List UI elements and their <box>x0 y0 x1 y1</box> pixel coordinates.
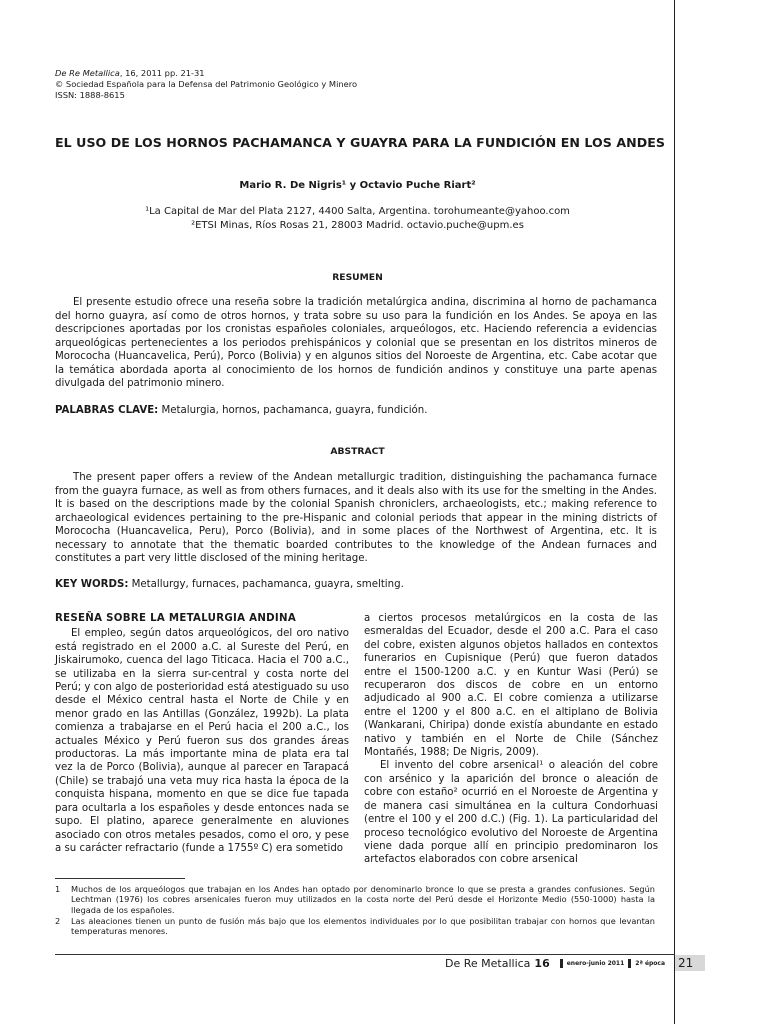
palabras-clave <box>55 405 660 416</box>
authors: Mario R. De Nigris¹ y Octavio Puche Riart² <box>239 180 476 191</box>
footnote-1 <box>55 884 655 915</box>
issn-line: ISSN: 1888-8615 <box>55 90 125 100</box>
key-words-label: KEY WORDS: <box>55 579 129 590</box>
affiliation-1: ¹La Capital de Mar del Plata 2127, 4400 Salta, Argentina. torohumeante@yahoo.com <box>145 206 570 217</box>
footer-journal: De Re Metallica <box>445 956 531 970</box>
left-column <box>55 612 349 855</box>
key-words <box>55 579 660 590</box>
section-heading: RESEÑA SOBRE LA METALURGIA ANDINA <box>55 613 297 624</box>
footnote-text: Las aleaciones tienen un punto de fusión más bajo que los elementos individuales por lo que posibilitan trabajar con hornos que levantan temperaturas menores. <box>71 915 655 937</box>
society-line: © Sociedad Española para la Defensa del Patrimonio Geológico y Minero <box>55 79 358 89</box>
journal-header <box>55 68 357 101</box>
footnote-number: 1 <box>55 884 61 894</box>
footnote-2 <box>55 916 655 937</box>
citation-details: , 16, 2011 pp. 21-31 <box>119 68 205 78</box>
abstract-heading: ABSTRACT <box>330 446 385 457</box>
footer-date: enero-junio 2011 <box>566 959 625 967</box>
right-paragraph-1: a ciertos procesos metalúrgicos en la costa de las esmeraldas del Ecuador, desde el 200 a.C. Para el caso del cobre, existen algunos objetos hallados en contextos funerarios en Cupisnique (Perú) que fueron datados entre el 1500-1200 a.C. y en Kuntur Wasi (Perú) se recuperaron dos discos de cobre en un entorno adjudicado al 900 a.C. El cobre comienza a utilizarse entre el 1200 y el 800 a.C. en el altiplano de Bolivia (Wankarani, Chiripa) donde existía abundante en estado nativo y también en el Norte de Chile (Sánchez Montañés, 1988; De Nigris, 2009). <box>364 613 658 759</box>
abstract-text: The present paper offers a review of the Andean metallurgic tradition, distinguishing the pachamanca furnace from the guayra furnace, as well as from others furnaces, and it deals also with its use for the smelting in the Andes. It is based on the descriptions made by the colonial Spanish chroniclers, archaeologists, etc.; making reference to archaeological evidences pertaining to the pre-Hispanic and colonial periods that appear in the mining districts of Morococha (Huancavelica, Peru), Porco (Bolivia), and in some places of the Northwest of Argentina, etc. It is necessary to annotate that the thematic boarded contributes to the knowledge of the Andean furnaces and constitutes a part very little disclosed of the mining heritage. <box>55 472 657 564</box>
separator-block <box>560 959 563 968</box>
left-paragraph: El empleo, según datos arqueológicos, del oro nativo está registrado en el 2000 a.C. al Sureste del Perú, en Jiskairumoko, cuenca del lago Titicaca. Hacia el 700 a.C., se utilizaba en la sierra sur-central y costa norte del Perú; y con algo de posterioridad está atestiguado su uso desde el México central hasta el Norte de Chile y en menor grado en las Antillas (González, 1992b). La plata comienza a trabajarse en el Perú hacia el 200 a.C., los actuales México y Perú fueron sus dos grandes áreas productoras. La más importante mina de plata era tal vez la de Porco (Bolivia), aunque al parecer en Tarapacá (Chile) se trabajó una veta muy rica hasta la época de la conquista hispana, momento en que se dice fue tapada para ocultarla a los españoles y desde entonces nada se supo. El platino, aparece generalmente en aluviones asociado con otros metales pesados, como el oro, y pese a su carácter refractario (funde a 1755º C) era sometido <box>55 628 349 854</box>
footer-volume: 16 <box>534 956 550 970</box>
right-paragraph-2: El invento del cobre arsenical¹ o aleación del cobre con arsénico y la aparición del bronce o aleación de cobre con estaño² ocurrió en el Noroeste de Argentina y de manera casi simultánea en la cultura Condorhuasi (entre el 100 y el 200 d.C.) (Fig. 1). La particularidad del proceso tecnológico evolutivo del Noroeste de Argentina viene dada porque allí en principio predominaron los artefactos elaborados con cobre arsenical <box>364 760 658 866</box>
key-words-text: Metallurgy, furnaces, pachamanca, guayra, smelting. <box>128 579 404 590</box>
footnote-text: Muchos de los arqueólogos que trabajan en los Andes han optado por denominarlo bronce lo que se presta a grandes confusiones. Según Lechtman (1976) los cobres arsenicales fueron muy utilizados en la costa norte del Perú desde el Horizonte Medio (550-1000) hasta la llegada de los españoles. <box>71 884 655 915</box>
margin-rule <box>674 0 675 1024</box>
citation-line <box>55 68 357 79</box>
footnote-rule <box>55 878 185 879</box>
affiliations <box>55 205 660 233</box>
article-title: EL USO DE LOS HORNOS PACHAMANCA Y GUAYRA PARA LA FUNDICIÓN EN LOS ANDES <box>55 135 666 150</box>
footer-epoch: 2ª época <box>635 959 666 967</box>
palabras-clave-label: PALABRAS CLAVE: <box>55 405 159 416</box>
page-footer <box>445 955 665 971</box>
separator-block <box>628 959 631 968</box>
resumen-text: El presente estudio ofrece una reseña sobre la tradición metalúrgica andina, discrimina al horno de pachamanca del horno guayra, así como de otros hornos, y trata sobre su uso para la fundición en los Andes. Se apoya en las descripciones aportadas por los cronistas españoles coloniales, arqueólogos, etc. Haciendo referencia a evidencias arqueológicas pertenecientes a los periodos prehispánicos y colonial que se presentan en los distritos mineros de Morococha (Huancavelica, Perú), Porco (Bolivia) y en algunos sitios del Noroeste de Argentina, etc. Cabe acotar que la temática abordada aporta al conocimiento de los hornos de fundición andinos y constituye una parte apenas divulgada del patrimonio minero. <box>55 297 657 389</box>
palabras-clave-text: Metalurgia, hornos, pachamanca, guayra, fundición. <box>158 405 428 416</box>
affiliation-2: ²ETSI Minas, Ríos Rosas 21, 28003 Madrid. octavio.puche@upm.es <box>191 220 524 231</box>
journal-name: De Re Metallica <box>55 68 120 78</box>
footnotes <box>55 884 655 937</box>
footnote-number: 2 <box>55 915 61 926</box>
page-number: 21 <box>675 955 705 971</box>
resumen-heading: RESUMEN <box>332 272 383 283</box>
right-column <box>364 612 658 867</box>
